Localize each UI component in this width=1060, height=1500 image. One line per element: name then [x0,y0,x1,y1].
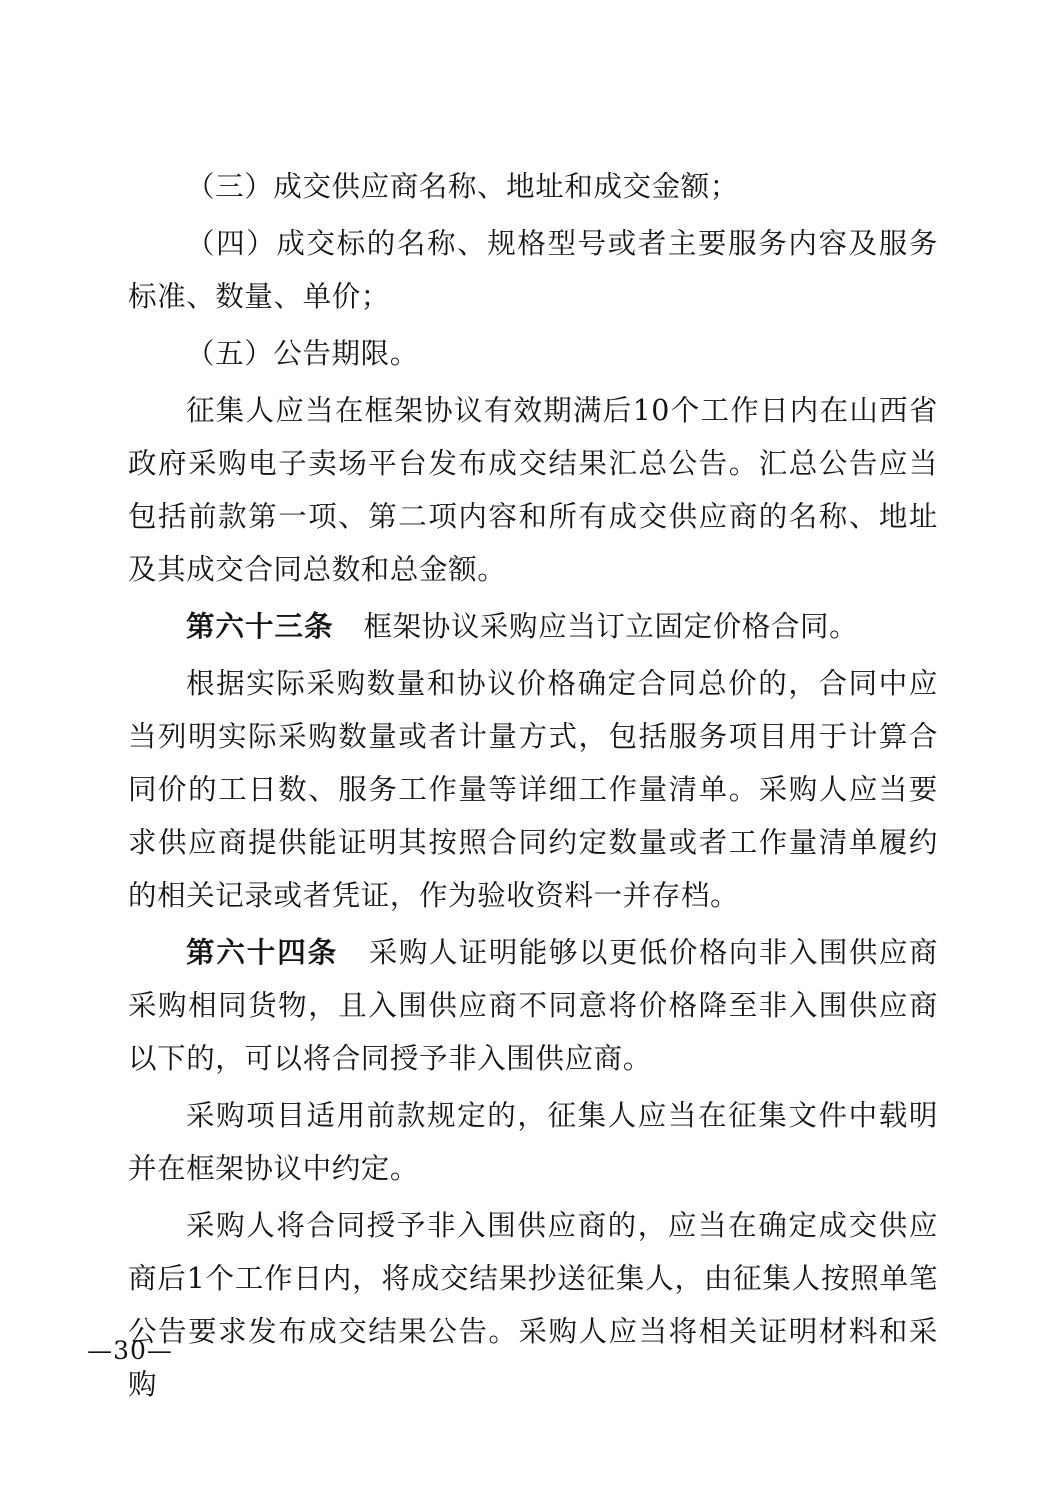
paragraph-article-64-body-2: 采购人将合同授予非入围供应商的，应当在确定成交供应商后1个工作日内，将成交结果抄送征集人，由征集人按照单笔公告要求发布成交结果公告。采购人应当将相关证明材料和采购 [128,1209,938,1401]
article-63-heading [128,600,938,653]
paragraph-article-64-body-1: 采购项目适用前款规定的，征集人应当在征集文件中载明并在框架协议中约定。 [128,1099,938,1185]
list-item-five: （五）公告期限。 [186,337,419,370]
paragraph-article-63-body: 根据实际采购数量和协议价格确定合同总价的，合同中应当列明实际采购数量或者计量方式，包括服务项目用于计算合同价的工日数、服务工作量等详细工作量清单。采购人应当要求供应商提供能证明其按照合同约定数量或者工作量清单履约的相关记录或者凭证，作为验收资料一并存档。 [128,667,938,912]
article-64-text: 采购人证明能够以更低价格向非入围供应商采购相同货物，且入围供应商不同意将价格降至非入围供应商以下的，可以将合同授予非入围供应商。 [128,936,938,1075]
article-63-label: 第六十三条 [186,609,334,643]
page-body [128,160,938,1415]
list-item-three: （三）成交供应商名称、地址和成交金额； [186,170,739,203]
article-64-heading [128,926,938,1085]
list-item-four: （四）成交标的名称、规格型号或者主要服务内容及服务标准、数量、单价； [128,227,938,313]
paragraph-summary-notice: 征集人应当在框架协议有效期满后10个工作日内在山西省政府采购电子卖场平台发布成交结果汇总公告。汇总公告应当包括前款第一项、第二项内容和所有成交供应商的名称、地址及其成交合同总数和总金额。 [128,394,938,586]
article-64-label: 第六十四条 [186,935,338,969]
page-number: —30— [87,1336,173,1365]
article-63-text: 框架协议采购应当订立固定价格合同。 [363,610,859,643]
